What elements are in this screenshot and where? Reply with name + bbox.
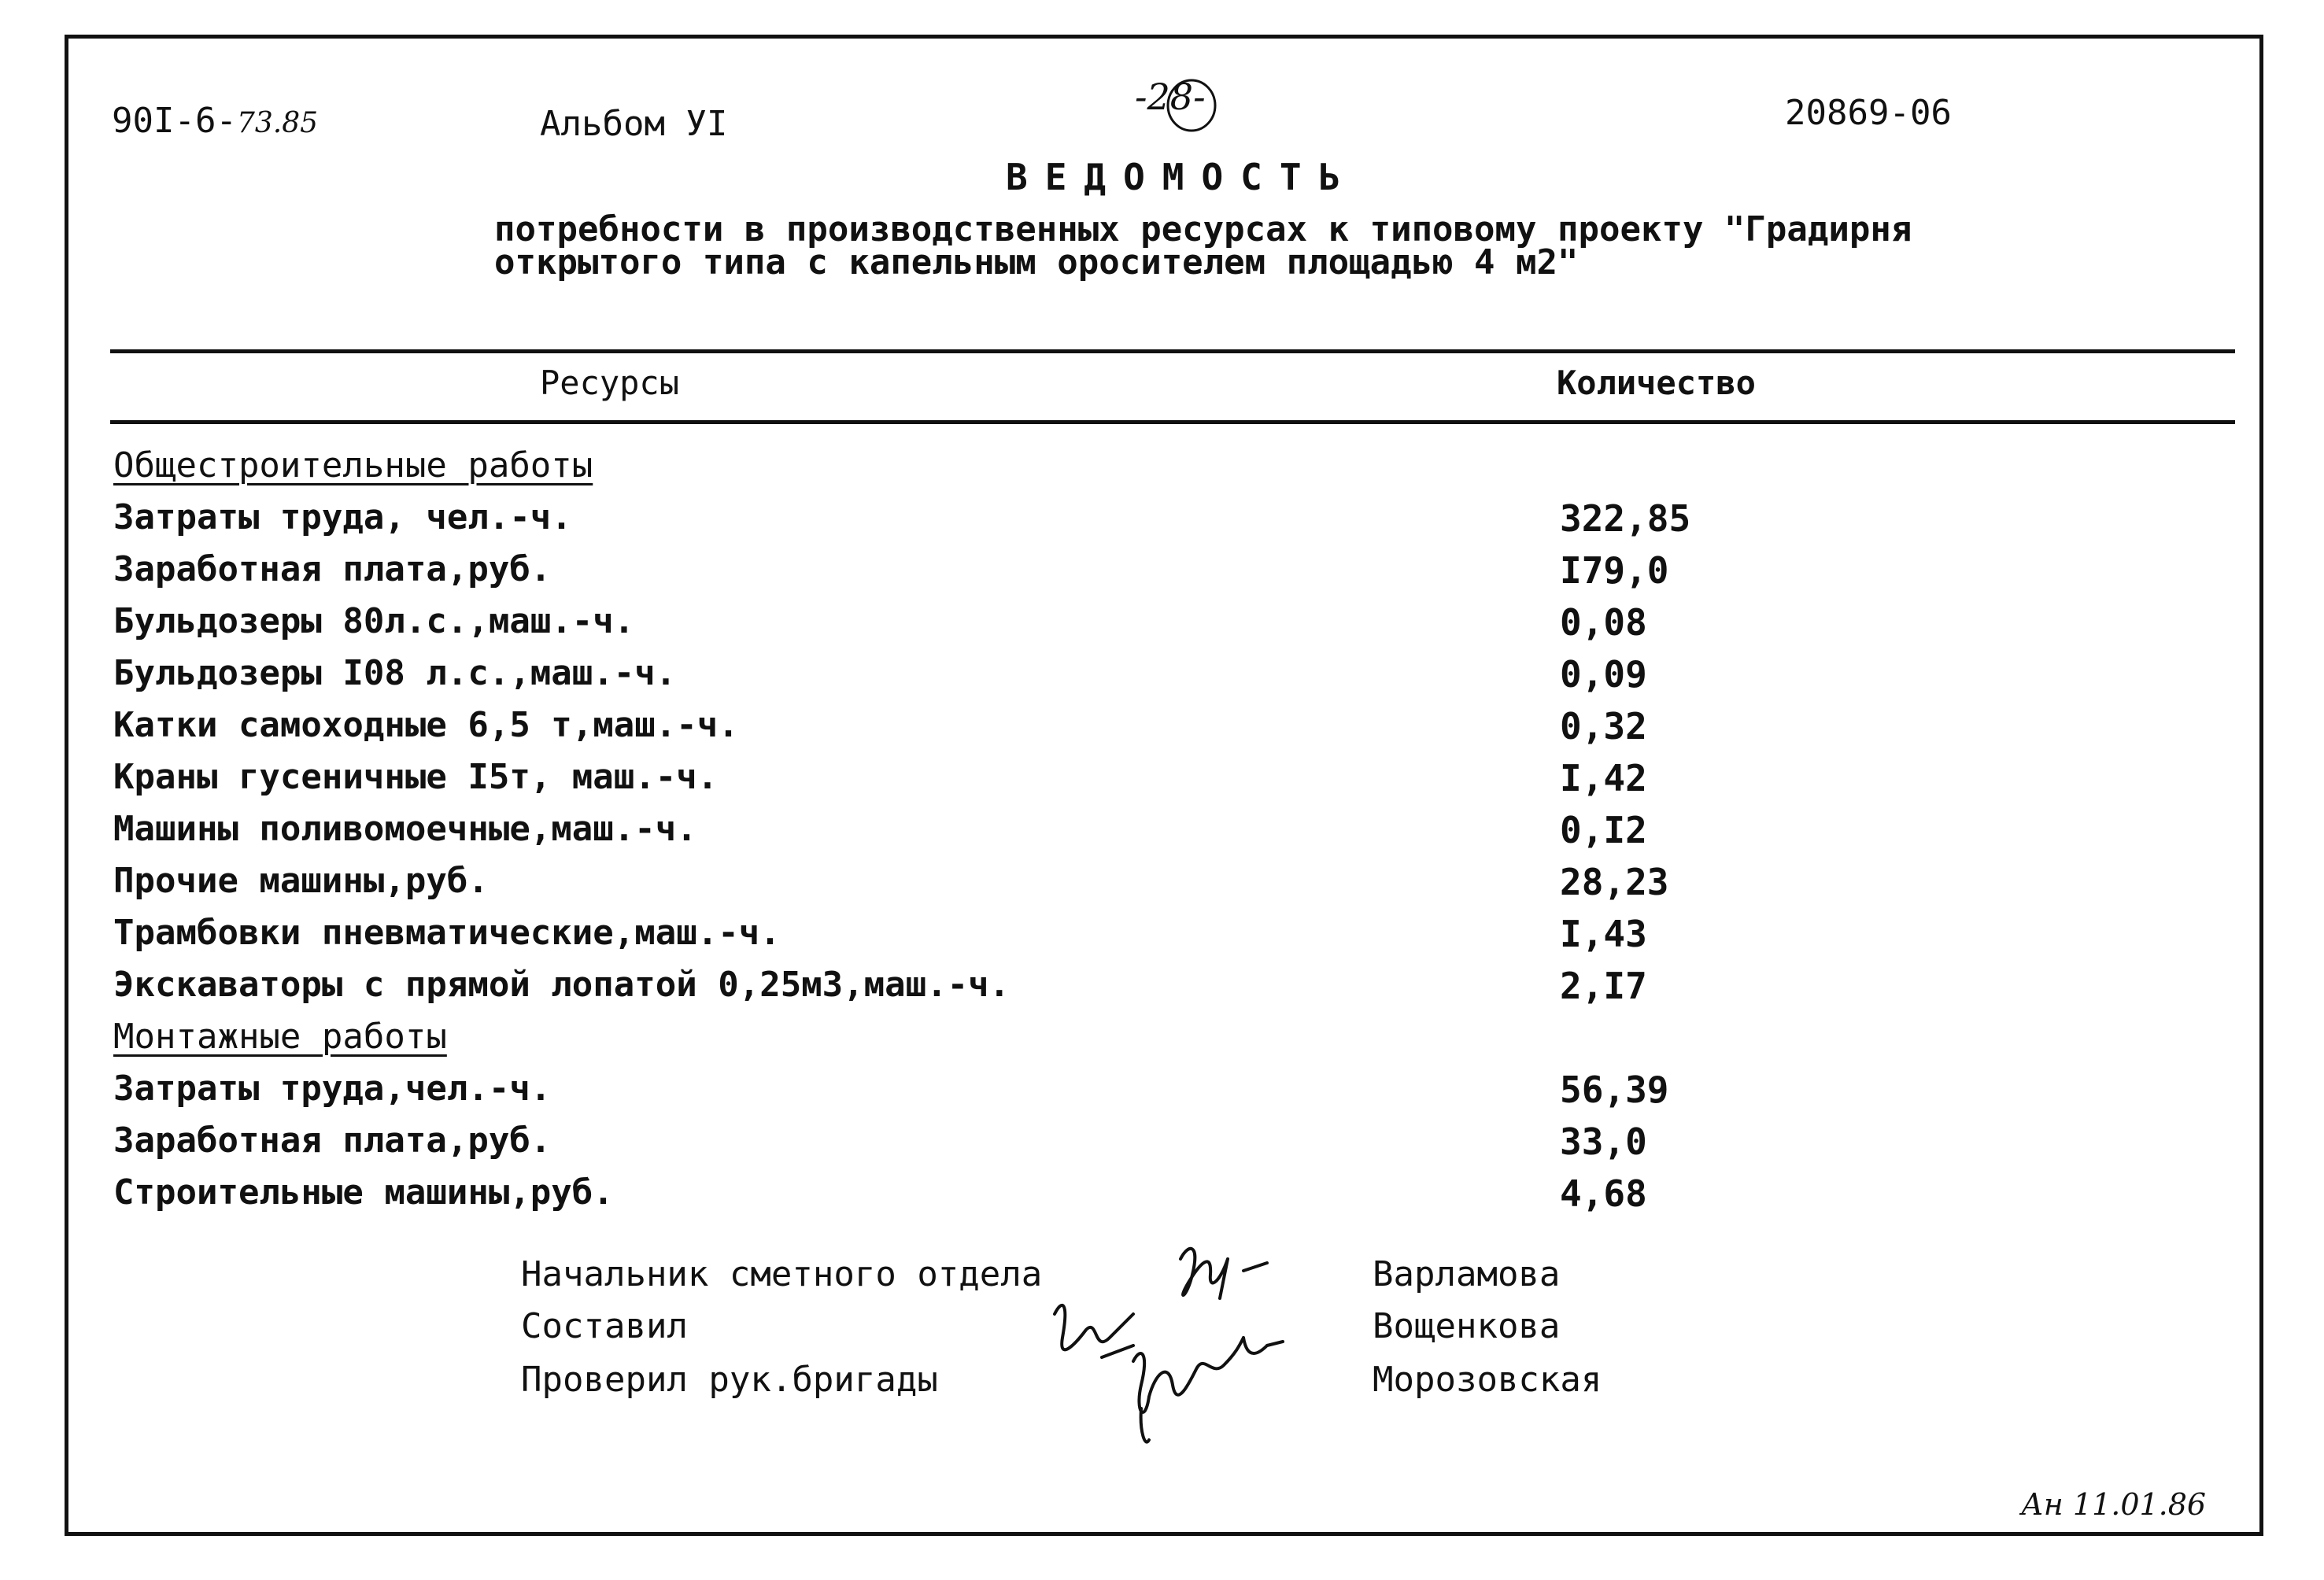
quantity-value: 0,09 <box>1560 653 1647 696</box>
resource-label: Бульдозеры I08 л.с.,маш.-ч. <box>113 653 677 693</box>
table-row <box>0 705 2324 757</box>
table-header-rule <box>110 420 2235 424</box>
quantity-value: 0,32 <box>1560 705 1647 748</box>
section-title: Монтажные работы <box>113 1017 447 1057</box>
signature-role-1: Начальник сметного отдела <box>521 1254 1043 1294</box>
table-row <box>0 861 2324 913</box>
signature-role-2: Составил <box>521 1306 688 1346</box>
resource-label: Затраты труда, чел.-ч. <box>113 497 572 537</box>
quantity-value: 0,I2 <box>1560 809 1647 851</box>
project-code-handwritten: 73.85 <box>236 107 319 139</box>
quantity-value: 322,85 <box>1560 497 1691 540</box>
document-subtitle-line1: потребности в производственных ресурсах к типовому проекту "Градирня <box>494 209 1912 249</box>
table-row <box>0 809 2324 861</box>
quantity-value: I,42 <box>1560 757 1647 799</box>
document-subtitle-line2: открытого типа с капельным оросителем площадью 4 м2" <box>494 242 1579 282</box>
document-number: 20869-06 <box>1785 93 1952 133</box>
resource-label: Заработная плата,руб. <box>113 1120 552 1161</box>
section-title: Общестроительные работы <box>113 445 593 485</box>
quantity-value: 33,0 <box>1560 1120 1647 1163</box>
table-row <box>0 497 2324 549</box>
table-row <box>0 601 2324 653</box>
resource-label: Машины поливомоечные,маш.-ч. <box>113 809 697 849</box>
table-row <box>0 965 2324 1017</box>
resource-label: Заработная плата,руб. <box>113 549 552 589</box>
signature-name-2: Вощенкова <box>1373 1306 1561 1346</box>
quantity-value: 2,I7 <box>1560 965 1647 1007</box>
table-row <box>0 549 2324 601</box>
document-title: ВЕДОМОСТЬ <box>1006 156 1358 198</box>
quantity-value: I,43 <box>1560 913 1647 955</box>
column-header-quantity: Количество <box>1557 364 1756 402</box>
resource-label: Экскаваторы с прямой лопатой 0,25м3,маш.-ч. <box>113 965 1011 1005</box>
project-code <box>112 101 318 141</box>
table-top-rule <box>110 349 2235 353</box>
quantity-value: 28,23 <box>1560 861 1669 903</box>
resource-label: Прочие машины,руб. <box>113 861 489 901</box>
footer-handwritten-note: Ан 11.01.86 <box>2021 1487 2207 1522</box>
column-header-resources: Ресурсы <box>540 364 680 402</box>
resource-label: Строительные машины,руб. <box>113 1172 614 1213</box>
resource-label: Краны гусеничные I5т, маш.-ч. <box>113 757 719 797</box>
page-mark-circle <box>1163 77 1220 134</box>
signature-role-3: Проверил рук.бригады <box>521 1360 938 1400</box>
project-code-printed: 90I-6- <box>112 101 237 141</box>
table-row <box>0 1172 2324 1224</box>
album-label: Альбом УI <box>540 104 728 144</box>
quantity-value: 56,39 <box>1560 1069 1669 1111</box>
quantity-value: I79,0 <box>1560 549 1669 592</box>
page-mark-text: -28- <box>1135 76 1206 118</box>
table-row <box>0 1120 2324 1172</box>
resource-label: Бульдозеры 80л.с.,маш.-ч. <box>113 601 635 641</box>
table-row <box>0 757 2324 809</box>
quantity-value: 0,08 <box>1560 601 1647 644</box>
resource-label: Трамбовки пневматические,маш.-ч. <box>113 913 781 953</box>
quantity-value: 4,68 <box>1560 1172 1647 1215</box>
table-row <box>0 653 2324 705</box>
signature-name-1: Варламова <box>1373 1254 1561 1294</box>
resource-label: Катки самоходные 6,5 т,маш.-ч. <box>113 705 739 745</box>
section-header-row <box>0 445 2324 497</box>
section-header-row <box>0 1017 2324 1069</box>
table-row <box>0 913 2324 965</box>
signature-name-3: Морозовская <box>1373 1360 1602 1400</box>
handwritten-signatures <box>1031 1227 1362 1464</box>
table-row <box>0 1069 2324 1120</box>
resource-label: Затраты труда,чел.-ч. <box>113 1069 552 1109</box>
